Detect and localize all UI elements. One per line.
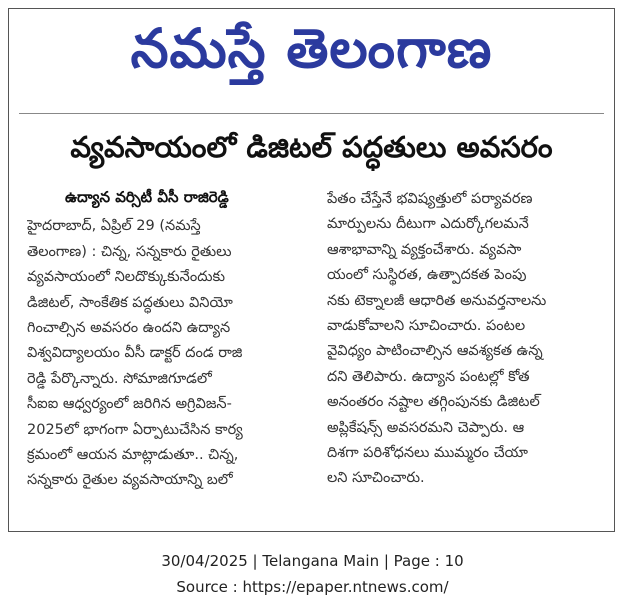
text-line: నకు టెక్నాలజీ ఆధారిత అనువర్తనాలను [327,292,547,309]
text-line: దని తెలిపారు. ఉద్యాన పంటల్లో కోత [327,368,530,385]
article-column-right [327,187,609,492]
masthead-title: నమస్తే తెలంగాణ [130,16,493,80]
text-line: విశ్వవిద్యాలయం వీసీ డాక్టర్ దండ రాజి [27,345,243,362]
text-line: క్రమంలో ఆయన మాట్లాడుతూ.. చిన్న, [27,447,239,464]
footer-source: Source : https://epaper.ntnews.com/ [176,578,449,596]
text-line: పేతం చేస్తేనే భవిష్యత్తులో పర్యావరణ [327,191,533,207]
masthead [9,11,614,99]
text-line: వైవిధ్యం పాటించాల్సిన ఆవశ్యకత ఉన్న [327,343,543,360]
text-line: డిజిటల్, సాంకేతిక పద్ధతులు వినియో [27,294,233,311]
text-line: మార్పులను దీటుగా ఎదుర్కోగలమనే [327,216,529,233]
text-line: అప్లికేషన్స్ అవసరమని చెప్పారు. ఆ [327,419,525,436]
text-line: అనంతరం నష్టాల తగ్గింపునకు డిజిటల్ [327,394,540,411]
text-line: దిశగా పరిశోధనలు ముమ్మరం చేయా [327,445,528,462]
text-line: యంలో సుస్థిరత, ఉత్పాదకత పెంపు [327,267,527,284]
newspaper-clipping [8,8,615,532]
article-headline: వ్యవసాయంలో డిజిటల్ పద్ధతులు అవసరం [70,130,553,164]
text-line: 2025లో భాగంగా ఏర్పాటుచేసిన కార్య [27,421,243,438]
text-line: లని సూచించారు. [327,470,425,487]
text-line: హైదరాబాద్, ఏప్రిల్ 29 (నమస్తే [27,218,201,235]
text-line: గించాల్సిన అవసరం ఉందని ఉద్యాన [27,320,231,337]
footer-date-edition: 30/04/2025 | Telangana Main | Page : 10 [161,552,464,570]
article-column-left [27,185,309,494]
text-line: వాడుకోవాలని సూచించారు. పంటల [327,318,526,335]
text-line: రెడ్డి పేర్కొన్నారు. సోమాజిగూడలో [27,370,212,387]
text-line: వ్యవసాయంలో నిలదొక్కుకునేందుకు [27,269,226,286]
article-byline: ఉద్యాన వర్సిటీ వీసీ రాజిరెడ్డి [65,188,229,206]
text-line: సీఐఐ ఆధ్వర్యంలో జరిగిన అగ్రివిజన్- [27,396,232,413]
text-line: ఆశాభావాన్ని వ్యక్తంచేశారు. వ్యవసా [327,241,522,258]
masthead-divider [19,113,604,114]
text-line: తెలంగాణ) : చిన్న, సన్నకారు రైతులు [27,243,232,260]
text-line: సన్నకారు రైతుల వ్యవసాయాన్ని బలో [27,472,233,489]
